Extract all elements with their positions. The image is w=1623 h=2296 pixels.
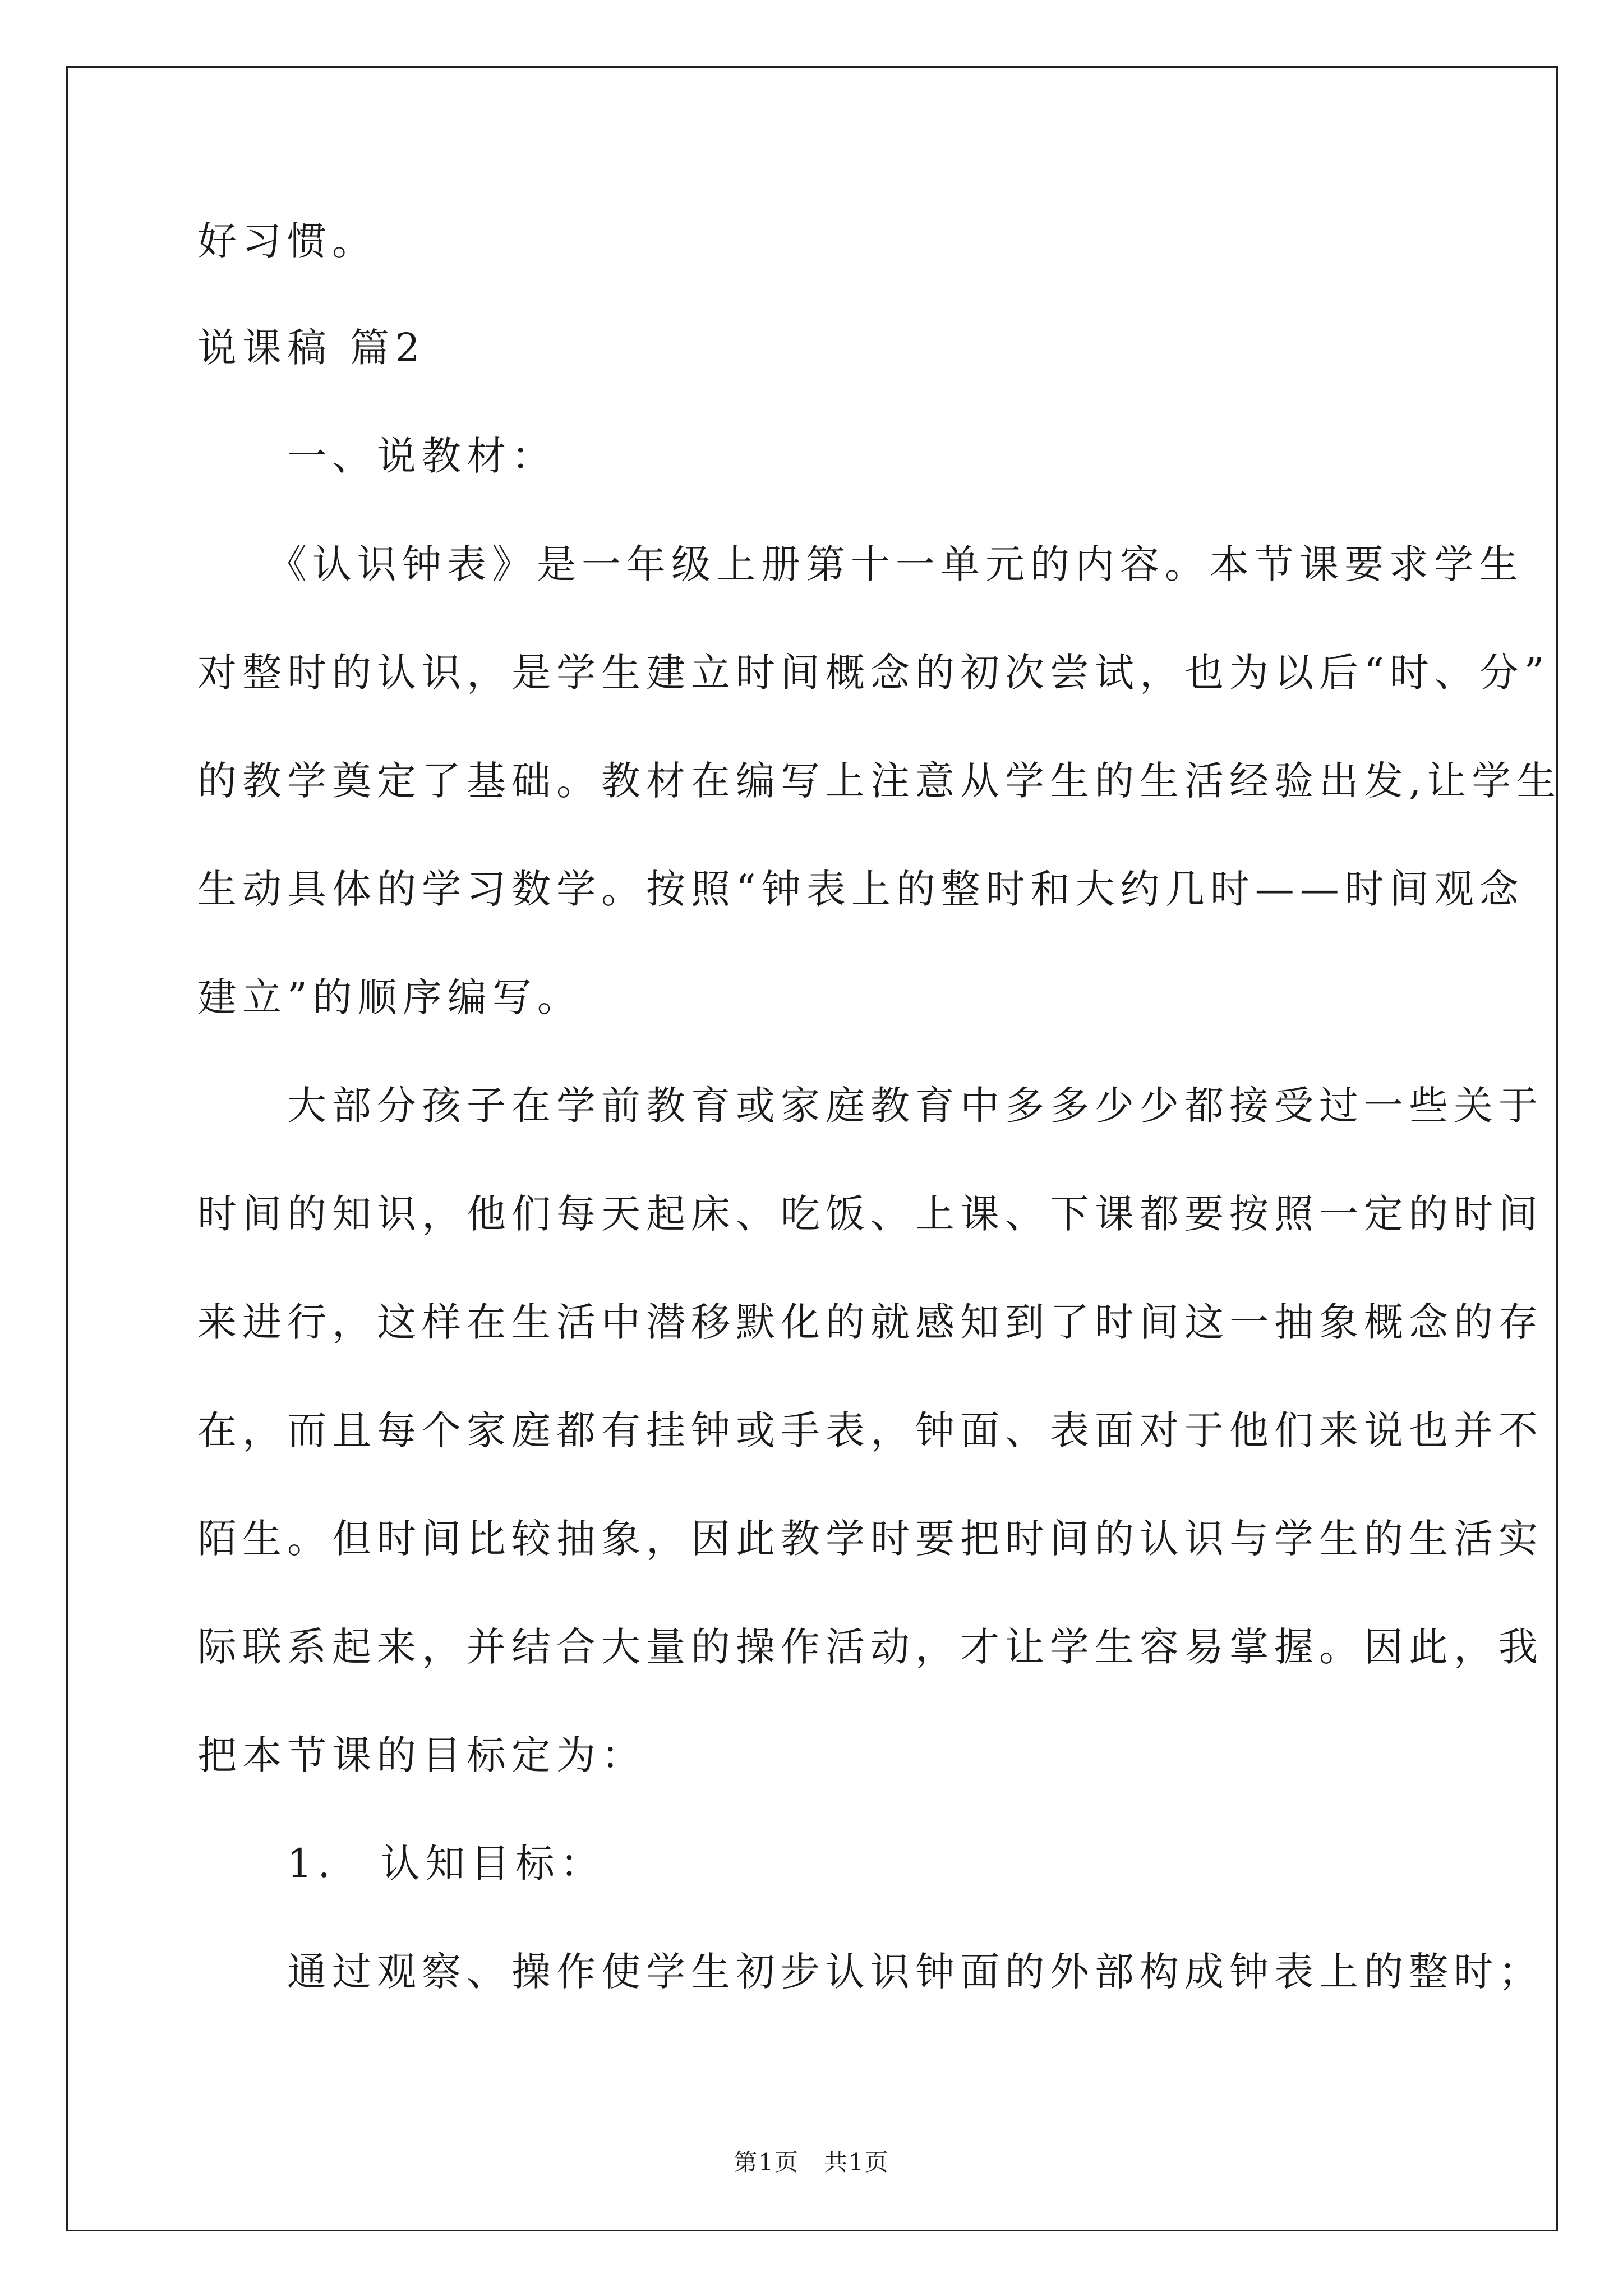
list-item-heading: 1. 认知目标： — [197, 1841, 605, 1887]
section-heading: 说课稿 篇2 — [197, 325, 426, 371]
text-line: 大部分孩子在学前教育或家庭教育中多多少少都接受过一些关于 — [197, 1083, 1543, 1129]
text-line: 在，而且每个家庭都有挂钟或手表，钟面、表面对于他们来说也并不 — [197, 1407, 1543, 1453]
text-line: 的教学奠定了基础。教材在编写上注意从学生的生活经验出发,让学生 — [197, 758, 1562, 804]
text-line: 时间的知识，他们每天起床、吃饭、上课、下课都要按照一定的时间 — [197, 1191, 1543, 1237]
text-line: 生动具体的学习数学。按照“钟表上的整时和大约几时——时间观念 — [197, 866, 1524, 912]
text-line: 对整时的认识，是学生建立时间概念的初次尝试，也为以后“时、分” — [197, 650, 1550, 696]
text-line: 陌生。但时间比较抽象，因此教学时要把时间的认识与学生的生活实 — [197, 1516, 1543, 1562]
text-line: 来进行，这样在生活中潜移默化的就感知到了时间这一抽象概念的存 — [197, 1299, 1543, 1345]
text-line: 际联系起来，并结合大量的操作活动，才让学生容易掌握。因此，我 — [197, 1624, 1543, 1670]
page-footer: 第1页 共1页 — [734, 2148, 889, 2176]
text-line: 建立”的顺序编写。 — [197, 974, 582, 1020]
text-line: 把本节课的目标定为： — [197, 1732, 646, 1778]
subsection-heading: 一、说教材： — [197, 433, 556, 479]
text-line: 《认识钟表》是一年级上册第十一单元的内容。本节课要求学生 — [197, 541, 1524, 587]
page-border — [66, 66, 1558, 2231]
text-line: 通过观察、操作使学生初步认识钟面的外部构成钟表上的整时； — [197, 1949, 1543, 1995]
text-line: 好习惯。 — [197, 218, 377, 264]
